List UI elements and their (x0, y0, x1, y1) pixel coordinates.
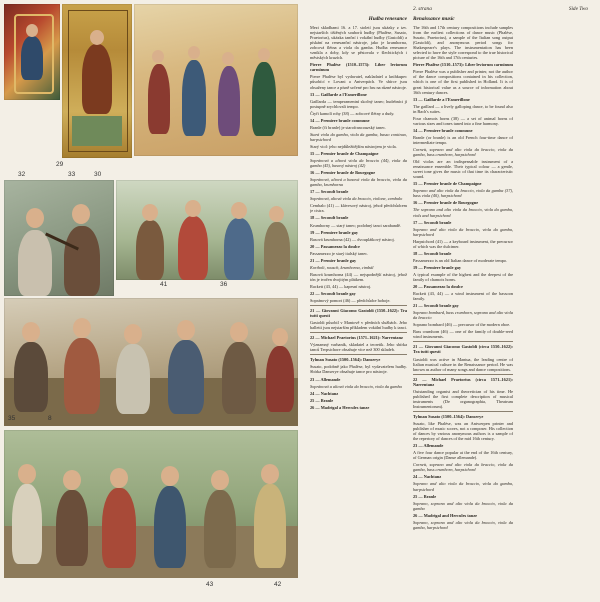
english-susato-item: A five four dance popular at the end of the 16th century, of German origin (Danse allemande). (413, 450, 513, 461)
english-track-item: Rackett (43, 44) — a wind instrument of the bassoon family. (413, 291, 513, 302)
czech-track-item: Sopránová, altová viola da braccio, violone, cembalo (310, 196, 403, 202)
english-track-list (413, 62, 513, 339)
painting-musicians (134, 4, 298, 156)
czech-track-item: 16 — Premier branle de Bourgogne (310, 170, 376, 176)
photo-number: 43 (206, 581, 214, 588)
english-track-item: Bass crumhorn (46) — one of the family of double-reed wind instruments. (413, 329, 513, 340)
czech-track-list (310, 62, 407, 303)
photo-ensemble-outdoor (116, 180, 298, 280)
divider (413, 374, 513, 375)
english-susato-item: 26 — Madrigal and Hercules tanze (413, 512, 478, 518)
photo-column (0, 0, 300, 600)
page-header (413, 6, 588, 12)
czech-track-item: Sopránová a altová viola da braccio (44), viola da gamba (45), basový nástroj (42) (310, 158, 407, 169)
english-track-item: 13 — Gaillarde a l'Esmerillone (413, 96, 470, 102)
czech-track-item: Pierre Phalèse byl vydavatel, nakladatel a knihkupec působící v Lovani a Antverpách. Ve sbírce jsou obsaženy tance a písně určené pro hru na různé nástroje. (310, 74, 407, 90)
czech-track-item: Basová krumhorna (44) — nejspodnější nástroj, jehož tón je tvořen dvojitým plátkem. (310, 271, 407, 282)
czech-gastoldi-title: 21 — Giovanni Giacomo Gastoldi (1550–1622): Tra tutti questi (310, 308, 407, 319)
czech-praetorius-title: 22 — Michael Praetorius (1571–1621): Narrentanz (310, 335, 403, 341)
czech-track-item: Basová krumhorna (42) — dvouplátkový nástroj. (310, 236, 395, 242)
english-praetorius-text: Outstanding organist and theoretician of his time. He published the first complete description of musical instruments (De organographia, Theatrum Instrumentorum). (413, 388, 513, 409)
english-track-item: Soprano bombard (46) — precursor of the modern oboe. (413, 322, 511, 328)
czech-track-item: Pierre Phalèse (1510–1573): Liber leviorum carminum (310, 62, 407, 73)
photo-number: 30 (94, 171, 102, 178)
czech-intro: Mezi skladbami 16. a 17. století jsou ukázky z tzv. nejstarších tištěných souborů hudby (Phalèse, Susato, Praetorius), ukázka tanční i vokální hudby (Gastoldi) a pískání na renesanční nástroje, jako je krumhorna, zobcová flétna a viola da gamba. Hudba renesance vznikla z doby, kdy se pěstovala v šlechtických i městských kruzích. (310, 25, 407, 61)
czech-track-item: Passamezzo je starý italský tanec. (310, 250, 369, 256)
english-track-item: Harpsichord (41) — a keyboard instrument, the precursor of which was the dulcimer. (413, 238, 513, 249)
english-track-item: The soprano and alto viola da braccio, viola da gamba, viols and harpsichord (413, 207, 513, 218)
czech-track-item: Sopránová, altová a basová viola da braccio, viola da gamba, krumhorna (310, 177, 407, 188)
czech-susato-item: 24 — Nachtanz (310, 390, 339, 396)
side-czech: 2. strana (413, 6, 432, 12)
czech-track-item: 15 — Premier branle de Champaigne (310, 150, 379, 156)
czech-track-item: 13 — Gaillarde a l'Esmerillone (310, 91, 367, 97)
divider (310, 332, 407, 333)
czech-track-item: 22 — Secondt branle gay (310, 290, 356, 296)
czech-track-item: Sopránový pomort (46) — předchůdce hoboje. (310, 298, 391, 304)
english-praetorius-title: 22 — Michael Praetorius (circa 1571–1621): Narrentanz (413, 376, 513, 387)
czech-susato-item: 25 — Branle (310, 397, 334, 403)
english-susato-title: Tylman Susato (1500–1564): Danserye (413, 413, 484, 419)
english-track-item: Passamezzo is an old Italian dance of moderate tempo. (413, 257, 508, 263)
photo-number: 36 (220, 281, 228, 288)
english-susato-item: Soprano, soprano and alto viola da braccio, viola da gamba (413, 500, 513, 511)
english-gastoldi-title: 21 — Giovanni Giacomo Gastoldi (circa 1550–1622): Tra tutti questi (413, 344, 513, 355)
czech-track-item: Cembalo (41) — klávesový nástroj, jehož předchůdcem je cistra. (310, 203, 407, 214)
photo-number: 33 (68, 171, 76, 178)
divider (310, 354, 407, 355)
english-track-item: Pierre Phalèse (1510–1573): Liber leviorum carminum (413, 62, 513, 68)
czech-susato-title: Tylman Susato (1500–1564): Danserye (310, 357, 381, 363)
czech-title: Hudba renesance (368, 16, 407, 22)
photo-number: 35 (8, 415, 16, 422)
english-track-item: A typical example of the highest and the deepest of the family of chamois horns. (413, 271, 513, 282)
czech-susato-item: 26 — Madrigal a Hercules tanze (310, 404, 370, 410)
divider (413, 411, 513, 412)
english-gastoldi-text: Gastoldi was active in Mantua, the leading centre of Italian musical culture in the Renaissance period. He was known as author of many songs and dance compositions. (413, 356, 513, 372)
english-track-item: Four chamois horns (38) — a set of animal horns of various sizes and tones tuned into a fine harmony. (413, 115, 513, 126)
english-track-item: Old violas are an indispensable instrument of a renaissance ensemble. Their typical colour — a gentle, sweet tone gives the music of that time its characteristic sound. (413, 159, 513, 180)
czech-track-item: Starý viol: jeho nejdůležitějším nástrojem je viola. (310, 143, 397, 149)
english-susato-item: 23 — Allemande (413, 443, 444, 449)
czech-gastoldi-text: Gastoldi působil v Mantově v předních službách. Jeho balletti jsou nejstarším příkladem vokální hudby k tanci. (310, 320, 407, 331)
english-track-item: Soprano and alto viola da braccio, viola da gamba, harpsichord (413, 226, 513, 237)
english-track-item: 21 — Secondt branle gay (413, 303, 459, 309)
english-track-item: 15 — Premier branle de Champaigne (413, 181, 482, 187)
photo-number: 29 (56, 161, 64, 168)
english-track-item: Pierre Phalèse was a publisher and printer, not the author of the dance compositions contained in his collection, which is one of the first published in Holland. It is of great historical value as a source of information about 16th century dances. (413, 69, 513, 95)
english-track-item: 14 — Premiere branle commune (413, 127, 473, 133)
czech-track-item: 18 — Secondt branle (310, 215, 349, 221)
czech-track-item: 14 — Premiere branle commune (310, 117, 370, 123)
czech-track-item: Krumhorny — starý tanec; podobný tanci sarabandě. (310, 222, 402, 228)
english-susato-item: Cornett, soprano and alto viola da braccio, viola da gamba, bass crumhorn, harpsichord (413, 462, 513, 473)
photo-number: 32 (18, 171, 26, 178)
divider (413, 341, 513, 342)
czech-praetorius-text: Významný varhaník, skladatel a teoretik. Jeho sbírka tanců Terpsichore obsahuje více než 300 skladeb. (310, 342, 407, 353)
english-track-item: Cornett, soprano and alto viola da braccio, viola da gamba, bass crumhorn, harpsichord (413, 146, 513, 158)
english-track-item: 20 — Passamezzo la doulce (413, 284, 463, 290)
photo-number: 8 (48, 415, 52, 422)
english-track-item: 18 — Secondt branle (413, 250, 452, 256)
english-text-column (413, 16, 513, 602)
czech-text-column (310, 16, 407, 602)
english-susato-item: Soprano, soprano and alto viola da braccio, viola da gamba, harpsichord (413, 519, 513, 530)
czech-track-item: 17 — Secondt branle (310, 189, 349, 195)
czech-susato-item: 23 — Allemande (310, 376, 341, 382)
czech-susato-text: Susato, podobně jako Phalèse, byl vydavatelem hudby. Sbírka Danserye obsahuje tance pro nástroje. (310, 364, 407, 375)
photo-crumhorn-player (4, 180, 114, 296)
photo-musicians-garden (4, 430, 298, 578)
english-intro: The 16th and 17th century compositions include samples from the earliest collections of dance music (Phalèse, Susato, Praetorius), a sample of the Italian song output (Gastoldi), and anonymous period songs for Shakespeare's plays. The instrumentation has been selected to have the style correspond to the true historical picture of the 16th and 17th centuries. (413, 25, 513, 61)
english-track-item: 17 — Secondt branle (413, 219, 452, 225)
divider (310, 305, 407, 306)
czech-track-item: Branle (či branle) je starofrancouzský tanec. (310, 124, 387, 130)
english-track-item: Branle (or branle) is an old French four-time dance of intermediate tempo. (413, 134, 513, 145)
english-title: Renaissance music (413, 16, 455, 22)
czech-susato-item: Sopránová a altová viola da braccio, viola da gamba (310, 383, 402, 389)
photo-consort-playing (4, 298, 298, 426)
english-track-item: Soprano and alto viola da braccio, viola da gamba (37), bass viola (40), harpsichord (413, 188, 513, 199)
miniature-illustration (4, 4, 60, 100)
czech-track-item: 21 — Premier branle gay (310, 257, 357, 263)
english-track-item: 16 — Premier branle de Bourgogne (413, 200, 479, 206)
czech-track-item: Čtyři kamolí rohy (38) — zobcové flétny a dudy. (310, 110, 395, 116)
side-english: Side Two (568, 6, 588, 12)
english-susato-item: 25 — Branle (413, 493, 437, 499)
czech-track-item: Gaillarda — temperamentní skočný tanec; hudebníci jí postupně zrychlovali tempo. (310, 98, 407, 109)
czech-track-item: Kortholt, rausch, krumhorna, cimbál (310, 264, 374, 270)
english-track-item: Soprano bombard, bass crumhorn, soprano and alto viola da braccio (413, 310, 513, 321)
english-track-item: The gaillard — a lively galloping dance, to be found also in Bach's suites. (413, 103, 513, 114)
english-track-item: 19 — Premiere branle gay (413, 264, 462, 270)
czech-track-item: Rackett (43, 44) — kapesní nástroj. (310, 283, 372, 289)
english-susato-item: Soprano and alto viola da braccio, viola da gamba, harpsichord (413, 481, 513, 492)
english-susato-item: 24 — Nachtanz (413, 474, 442, 480)
czech-track-item: Stará viola da gamba, viola da gamba, basso continuo, harpsichord (310, 131, 407, 142)
photo-number: 41 (160, 281, 168, 288)
czech-track-item: 20 — Passamezzo la doulce (310, 243, 360, 249)
english-susato-text: Susato, like Phalèse, was an Antwerpen printer and publisher of music scores, not a composer. His collection of dances by various anonymous authors is a sample of the repertory of dances of the mid 16th century. (413, 421, 513, 442)
illuminated-manuscript (62, 4, 132, 158)
czech-track-item: 19 — Premiere branle gay (310, 229, 359, 235)
photo-number: 42 (274, 581, 282, 588)
